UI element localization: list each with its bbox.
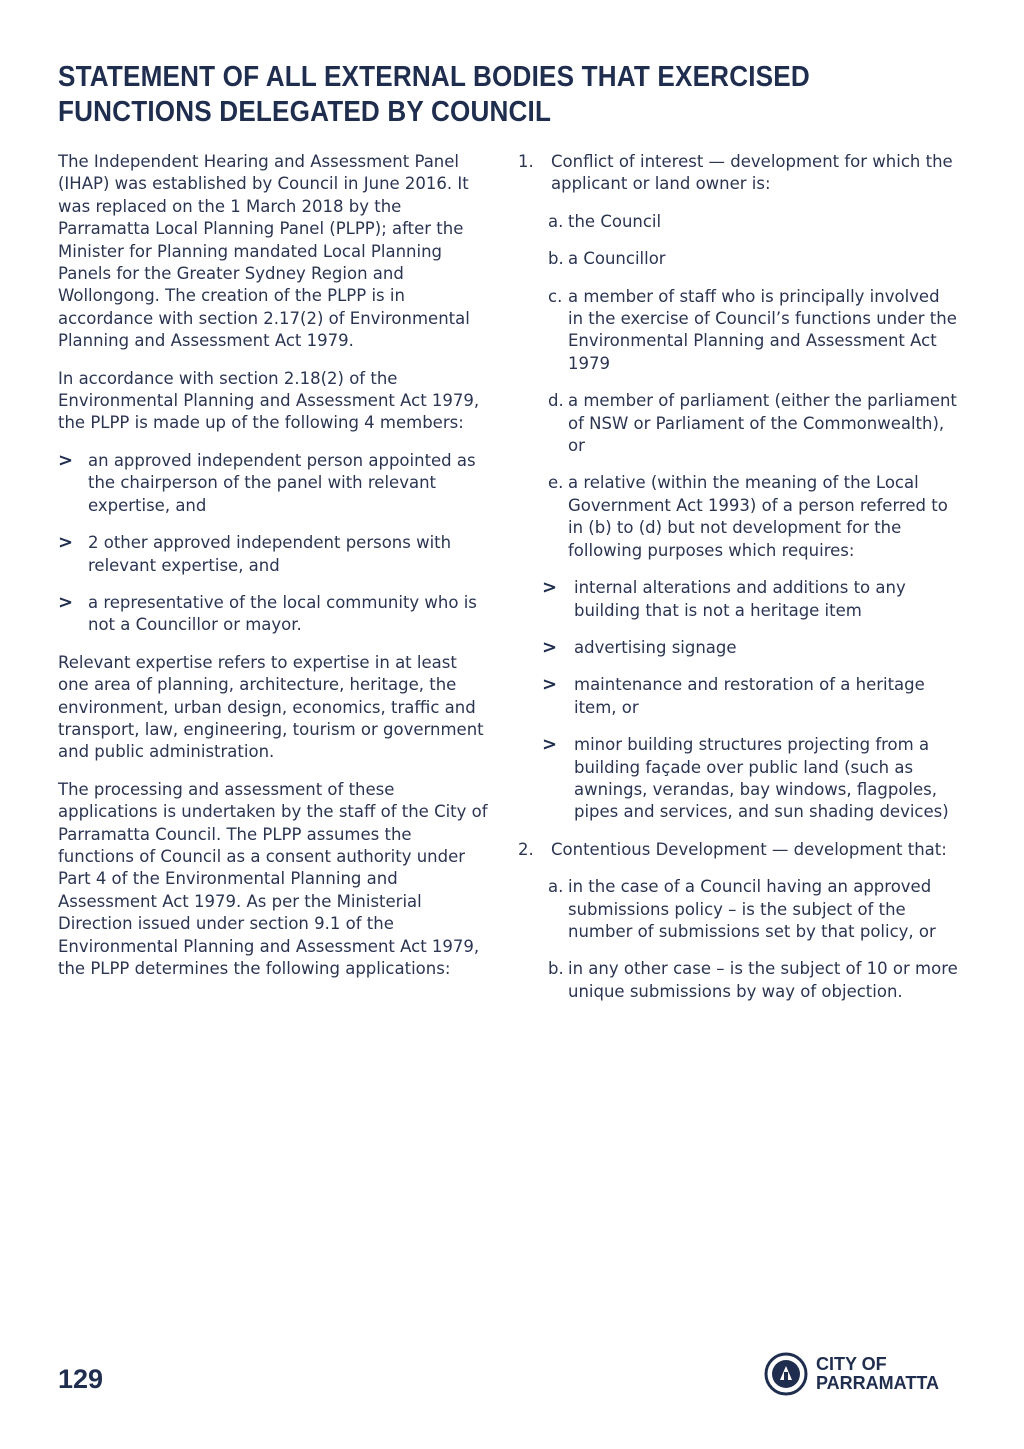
chevron-right-icon: >: [542, 674, 558, 696]
list-item: [542, 577, 958, 622]
chevron-right-icon: >: [58, 449, 74, 471]
chevron-right-icon: >: [542, 636, 558, 658]
sub-item-text: a member of staff who is principally involved in the exercise of Council’s functions under the Environmental Planning and Assessment Act 1979: [568, 286, 957, 373]
chevron-right-icon: >: [542, 577, 558, 599]
list-item-text: minor building structures projecting from a building façade over public land (such as awnings, verandas, bay windows, flagpoles, pipes and services, and sun shading devices): [574, 735, 949, 822]
sub-item: [548, 876, 958, 943]
logo-wordmark: [816, 1355, 939, 1393]
list-item: [58, 592, 490, 637]
expertise-paragraph: Relevant expertise refers to expertise in at least one area of planning, architecture, heritage, the environment, urban design, economics, traffic and transport, law, engineering, tourism or government and public administration.: [58, 652, 484, 762]
sub-item: [548, 958, 958, 1003]
sub-item-letter: a.: [548, 877, 564, 897]
list-item-text: internal alterations and additions to any building that is not a heritage item: [574, 578, 906, 620]
intro-paragraph: The Independent Hearing and Assessment Panel (IHAP) was established by Council in June 2016. It was replaced on the 1 March 2018 by the Parramatta Local Planning Panel (PLPP); after the Minister for Planning mandated Local Planning Panels for the Greater Sydney Region and Wollongong. The creation of the PLPP is in accordance with section 2.17(2) of Environmental Planning and Assessment Act 1979.: [58, 152, 470, 351]
page-title: STATEMENT OF ALL EXTERNAL BODIES THAT EXERCISED FUNCTIONS DELEGATED BY COUNCIL: [58, 61, 810, 128]
list-item: [58, 450, 490, 517]
sub-item-letter: d.: [548, 391, 564, 411]
sub-item: [548, 390, 958, 457]
list-item-text: maintenance and restoration of a heritage item, or: [574, 675, 925, 717]
list-item-text: advertising signage: [574, 637, 737, 657]
sub-item-text: a relative (within the meaning of the Local Government Act 1993) of a person referred to in (b) to (d) but not development for the following purposes which requires:: [568, 473, 948, 560]
item-text: Contentious Development — development that:: [551, 839, 947, 859]
sub-item: [548, 472, 958, 562]
sub-item-text: a member of parliament (either the parliament of NSW or Parliament of the Commonwealth), or: [568, 391, 957, 456]
sub-item-letter: b.: [548, 959, 564, 979]
logo-line-1: CITY OF: [816, 1354, 887, 1374]
list-item-text: 2 other approved independent persons with relevant expertise, and: [88, 533, 452, 575]
left-column: [58, 151, 490, 995]
list-item: [58, 532, 490, 577]
list-item: [542, 674, 958, 719]
numbered-item-contentious: [518, 839, 958, 861]
sub-item: [548, 248, 958, 270]
sub-item-letter: b.: [548, 249, 564, 269]
sub-item-text: in any other case – is the subject of 10 or more unique submissions by way of objection.: [568, 959, 958, 1001]
sub-item: [548, 286, 958, 376]
list-item-text: a representative of the local community who is not a Councillor or mayor.: [88, 592, 477, 635]
item-text: Conflict of interest — development for which the applicant or land owner is:: [551, 152, 953, 194]
chevron-right-icon: >: [58, 591, 74, 613]
logo-line-2: PARRAMATTA: [816, 1373, 939, 1393]
sub-item-letter: c.: [548, 286, 563, 306]
sub-item: [548, 211, 958, 233]
chevron-right-icon: >: [542, 734, 558, 756]
city-of-parramatta-logo: [764, 1352, 939, 1396]
item-number: 2.: [518, 839, 534, 859]
sub-item-letter: a.: [548, 211, 564, 231]
list-item: [542, 637, 958, 659]
sub-item-text: in the case of a Council having an approved submissions policy – is the subject of the number of submissions set by that policy, or: [568, 877, 936, 941]
sub-item-letter: e.: [548, 473, 564, 493]
numbered-item-conflict: [518, 151, 958, 196]
sub-item-text: a Councillor: [568, 249, 666, 269]
processing-paragraph: The processing and assessment of these applications is undertaken by the staff of the City of Parramatta Council. The PLPP assumes the functions of Council as a consent authority under Part 4 of the Environmental Planning and Assessment Act 1979. As per the Ministerial Direction issued under section 9.1 of the Environmental Planning and Assessment Act 1979, the PLPP determines the following applications:: [58, 779, 488, 978]
sub-item-text: the Council: [568, 211, 662, 231]
members-paragraph: In accordance with section 2.18(2) of the Environmental Planning and Assessment Act 1979, the PLPP is made up of the following 4 members:: [58, 368, 480, 433]
list-item: [542, 734, 958, 824]
right-column: [518, 151, 958, 1018]
item-number: 1.: [518, 152, 534, 171]
city-of-parramatta-logo-icon: [764, 1352, 808, 1396]
list-item-text: an approved independent person appointed as the chairperson of the panel with relevant expertise, and: [88, 450, 476, 515]
page-number: 129: [58, 1364, 104, 1394]
chevron-right-icon: >: [58, 532, 74, 554]
